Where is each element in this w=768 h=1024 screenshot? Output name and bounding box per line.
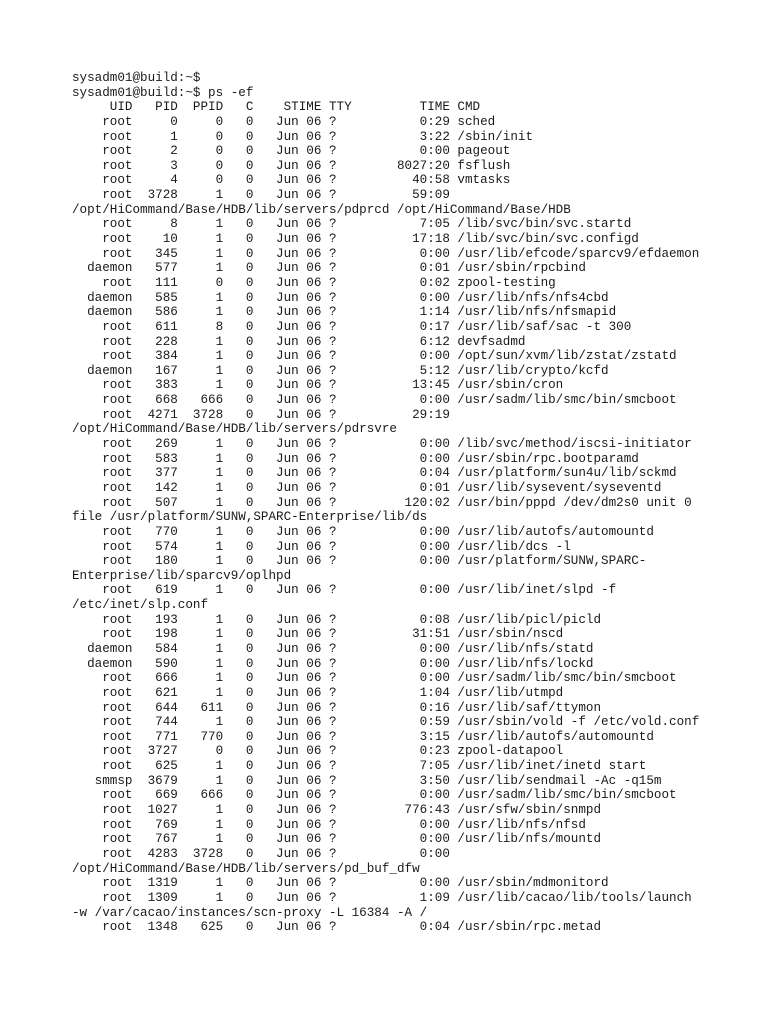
process-line: root 770 1 0 Jun 06 ? 0:00 /usr/lib/autofs/automountd	[72, 524, 654, 539]
process-line: root 383 1 0 Jun 06 ? 13:45 /usr/sbin/cron	[72, 378, 564, 393]
process-line: root 345 1 0 Jun 06 ? 0:00 /usr/lib/efcode/sparcv9/efdaemon	[72, 246, 700, 261]
process-line: root 384 1 0 Jun 06 ? 0:00 /opt/sun/xvm/lib/zstat/zstatd	[72, 349, 677, 364]
process-line: /opt/HiCommand/Base/HDB/lib/servers/pdprcd /opt/HiCommand/Base/HDB	[72, 202, 571, 217]
process-line: root 269 1 0 Jun 06 ? 0:00 /lib/svc/method/iscsi-initiator	[72, 437, 692, 452]
process-line: root 111 0 0 Jun 06 ? 0:02 zpool-testing	[72, 275, 556, 290]
process-line: root 0 0 0 Jun 06 ? 0:29 sched	[72, 114, 496, 129]
process-line: root 142 1 0 Jun 06 ? 0:01 /usr/lib/sysevent/syseventd	[72, 480, 662, 495]
process-line: root 3728 1 0 Jun 06 ? 59:09	[72, 188, 450, 203]
process-line: root 198 1 0 Jun 06 ? 31:51 /usr/sbin/nscd	[72, 627, 564, 642]
process-line: root 771 770 0 Jun 06 ? 3:15 /usr/lib/autofs/automountd	[72, 729, 654, 744]
shell-prompt-line: sysadm01@build:~$	[72, 71, 201, 85]
process-line: daemon 585 1 0 Jun 06 ? 0:00 /usr/lib/nfs/nfs4cbd	[72, 290, 609, 305]
process-line: -w /var/cacao/instances/scn-proxy -L 16384 -A /	[72, 905, 428, 920]
process-line: root 1027 1 0 Jun 06 ? 776:43 /usr/sfw/sbin/snmpd	[72, 803, 602, 818]
process-line: root 625 1 0 Jun 06 ? 7:05 /usr/lib/inet/inetd start	[72, 759, 647, 774]
process-line: root 1309 1 0 Jun 06 ? 1:09 /usr/lib/cacao/lib/tools/launch	[72, 890, 692, 905]
ps-header-line: UID PID PPID C STIME TTY TIME CMD	[72, 100, 481, 115]
process-line: root 3 0 0 Jun 06 ? 8027:20 fsflush	[72, 158, 511, 173]
process-line: root 2 0 0 Jun 06 ? 0:00 pageout	[72, 144, 511, 159]
process-line: root 180 1 0 Jun 06 ? 0:00 /usr/platform/SUNW,SPARC-	[72, 554, 647, 569]
process-line: /opt/HiCommand/Base/HDB/lib/servers/pd_buf_dfw	[72, 861, 420, 876]
process-line: daemon 584 1 0 Jun 06 ? 0:00 /usr/lib/nfs/statd	[72, 641, 594, 656]
process-line: root 668 666 0 Jun 06 ? 0:00 /usr/sadm/lib/smc/bin/smcboot	[72, 393, 677, 408]
process-line: root 669 666 0 Jun 06 ? 0:00 /usr/sadm/lib/smc/bin/smcboot	[72, 788, 677, 803]
process-line: root 611 8 0 Jun 06 ? 0:17 /usr/lib/saf/sac -t 300	[72, 319, 632, 334]
process-line: root 619 1 0 Jun 06 ? 0:00 /usr/lib/inet/slpd -f	[72, 583, 617, 598]
process-line: root 621 1 0 Jun 06 ? 1:04 /usr/lib/utmpd	[72, 685, 564, 700]
process-line: root 769 1 0 Jun 06 ? 0:00 /usr/lib/nfs/nfsd	[72, 817, 586, 832]
process-line: root 8 1 0 Jun 06 ? 7:05 /lib/svc/bin/svc.startd	[72, 217, 632, 232]
process-line: /etc/inet/slp.conf	[72, 598, 209, 613]
process-line: daemon 586 1 0 Jun 06 ? 1:14 /usr/lib/nfs/nfsmapid	[72, 305, 617, 320]
process-line: root 583 1 0 Jun 06 ? 0:00 /usr/sbin/rpc.bootparamd	[72, 451, 639, 466]
process-line: root 767 1 0 Jun 06 ? 0:00 /usr/lib/nfs/mountd	[72, 832, 602, 847]
process-line: root 574 1 0 Jun 06 ? 0:00 /usr/lib/dcs -l	[72, 539, 571, 554]
process-line: root 3727 0 0 Jun 06 ? 0:23 zpool-datapool	[72, 744, 564, 759]
process-line: daemon 167 1 0 Jun 06 ? 5:12 /usr/lib/crypto/kcfd	[72, 363, 609, 378]
process-line: daemon 577 1 0 Jun 06 ? 0:01 /usr/sbin/rpcbind	[72, 261, 586, 276]
process-line: daemon 590 1 0 Jun 06 ? 0:00 /usr/lib/nfs/lockd	[72, 656, 594, 671]
process-line: smmsp 3679 1 0 Jun 06 ? 3:50 /usr/lib/sendmail -Ac -q15m	[72, 773, 662, 788]
process-line: root 4283 3728 0 Jun 06 ? 0:00	[72, 846, 450, 861]
process-line: /opt/HiCommand/Base/HDB/lib/servers/pdrsvre	[72, 422, 397, 437]
process-line: root 228 1 0 Jun 06 ? 6:12 devfsadmd	[72, 334, 526, 349]
process-line: root 10 1 0 Jun 06 ? 17:18 /lib/svc/bin/svc.configd	[72, 232, 639, 247]
process-line: file /usr/platform/SUNW,SPARC-Enterprise/lib/ds	[72, 510, 428, 525]
process-line: root 1319 1 0 Jun 06 ? 0:00 /usr/sbin/mdmonitord	[72, 876, 609, 891]
process-line: root 507 1 0 Jun 06 ? 120:02 /usr/bin/pppd /dev/dm2s0 unit 0	[72, 495, 692, 510]
process-line: root 644 611 0 Jun 06 ? 0:16 /usr/lib/saf/ttymon	[72, 700, 602, 715]
process-line: Enterprise/lib/sparcv9/oplhpd	[72, 568, 292, 583]
process-line: root 666 1 0 Jun 06 ? 0:00 /usr/sadm/lib/smc/bin/smcboot	[72, 671, 677, 686]
process-line: root 193 1 0 Jun 06 ? 0:08 /usr/lib/picl/picld	[72, 612, 602, 627]
process-line: root 4 0 0 Jun 06 ? 40:58 vmtasks	[72, 173, 511, 188]
shell-prompt-line: sysadm01@build:~$ ps -ef	[72, 85, 254, 100]
process-line: root 1 0 0 Jun 06 ? 3:22 /sbin/init	[72, 129, 534, 144]
process-line: root 377 1 0 Jun 06 ? 0:04 /usr/platform/sun4u/lib/sckmd	[72, 466, 677, 481]
process-line: root 4271 3728 0 Jun 06 ? 29:19	[72, 407, 450, 422]
process-line: root 744 1 0 Jun 06 ? 0:59 /usr/sbin/vold -f /etc/vold.conf	[72, 715, 700, 730]
process-line: root 1348 625 0 Jun 06 ? 0:04 /usr/sbin/rpc.metad	[72, 920, 602, 935]
terminal-output	[72, 71, 752, 935]
